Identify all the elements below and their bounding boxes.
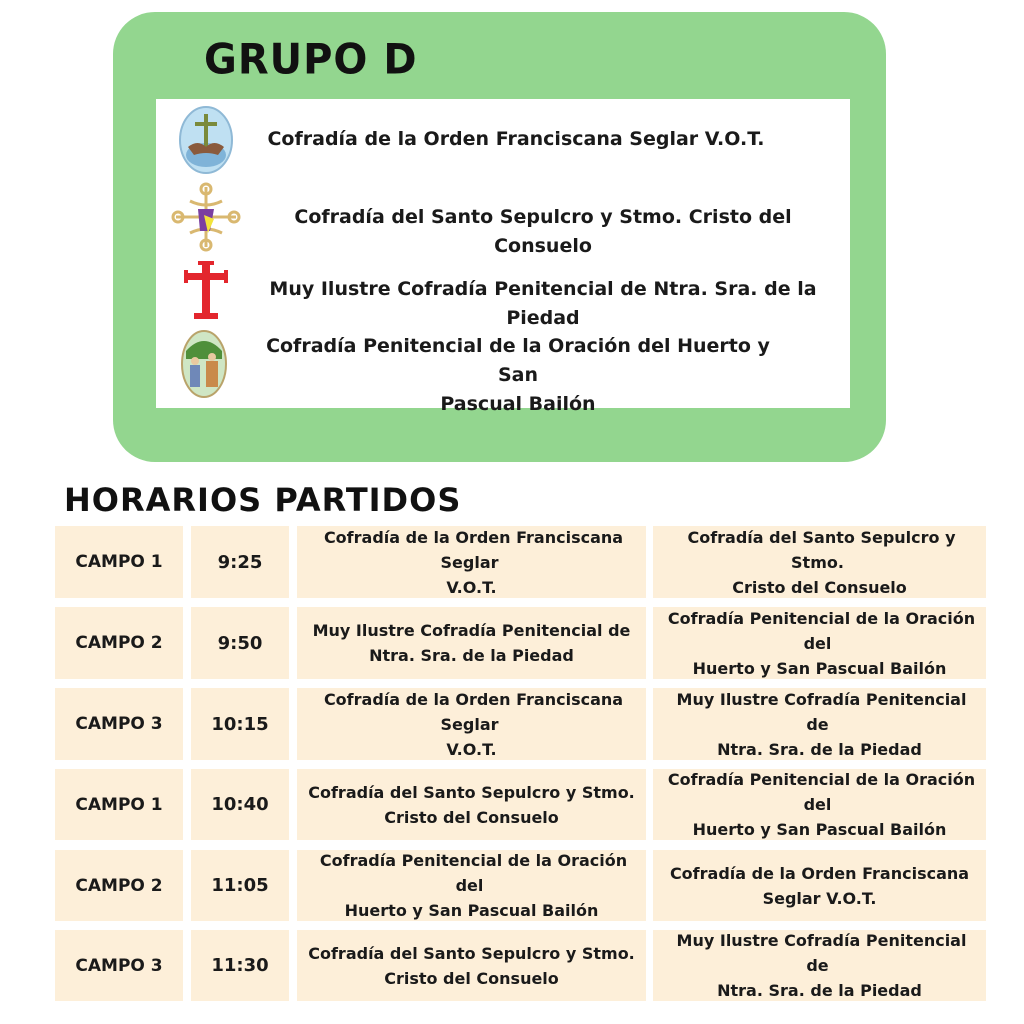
- field-cell: CAMPO 3: [55, 930, 183, 1001]
- time-cell: 11:05: [191, 850, 289, 921]
- field-cell: CAMPO 1: [55, 769, 183, 840]
- schedule-title: HORARIOS PARTIDOS: [64, 481, 462, 519]
- member-name: Cofradía del Santo Sepulcro y Stmo. Cristo del Consuelo: [294, 206, 792, 257]
- time-cell: 11:30: [191, 930, 289, 1001]
- group-member: [156, 99, 850, 179]
- team-a-cell: Cofradía del Santo Sepulcro y Stmo. Cristo del Consuelo: [297, 930, 646, 1001]
- sepulcro-cross-emblem-icon: [170, 181, 242, 253]
- member-name: Cofradía Penitencial de la Oración del Huerto y San Pascual Bailón: [266, 335, 770, 415]
- time-cell: 10:15: [191, 688, 289, 760]
- field-cell: CAMPO 2: [55, 607, 183, 679]
- group-member: [156, 257, 850, 327]
- team-b-cell: Cofradía Penitencial de la Oración del Huerto y San Pascual Bailón: [653, 769, 986, 840]
- field-cell: CAMPO 3: [55, 688, 183, 760]
- team-b-cell: Cofradía de la Orden Franciscana Seglar V.O.T.: [653, 850, 986, 921]
- franciscan-emblem-icon: [178, 105, 234, 175]
- team-a-cell: Cofradía del Santo Sepulcro y Stmo. Cristo del Consuelo: [297, 769, 646, 840]
- team-b-cell: Cofradía Penitencial de la Oración del Huerto y San Pascual Bailón: [653, 607, 986, 679]
- time-cell: 10:40: [191, 769, 289, 840]
- team-b-cell: Muy Ilustre Cofradía Penitencial de Ntra. Sra. de la Piedad: [653, 688, 986, 760]
- group-title: GRUPO D: [204, 35, 418, 85]
- time-cell: 9:25: [191, 526, 289, 598]
- member-name: Muy Ilustre Cofradía Penitencial de Ntra. Sra. de la Piedad: [269, 278, 817, 329]
- time-cell: 9:50: [191, 607, 289, 679]
- team-a-cell: Cofradía de la Orden Franciscana Seglar V.O.T.: [297, 526, 646, 598]
- group-member: [156, 327, 850, 415]
- group-member: [156, 179, 850, 257]
- huerto-emblem-icon: [180, 329, 228, 399]
- member-name: Cofradía de la Orden Franciscana Seglar V.O.T.: [267, 128, 765, 150]
- group-members-panel: [156, 99, 850, 415]
- team-b-cell: Cofradía del Santo Sepulcro y Stmo. Cristo del Consuelo: [653, 526, 986, 598]
- team-b-cell: Muy Ilustre Cofradía Penitencial de Ntra. Sra. de la Piedad: [653, 930, 986, 1001]
- team-a-cell: Muy Ilustre Cofradía Penitencial de Ntra. Sra. de la Piedad: [297, 607, 646, 679]
- red-cross-icon: [184, 259, 228, 321]
- team-a-cell: Cofradía de la Orden Franciscana Seglar V.O.T.: [297, 688, 646, 760]
- field-cell: CAMPO 2: [55, 850, 183, 921]
- team-a-cell: Cofradía Penitencial de la Oración del Huerto y San Pascual Bailón: [297, 850, 646, 921]
- field-cell: CAMPO 1: [55, 526, 183, 598]
